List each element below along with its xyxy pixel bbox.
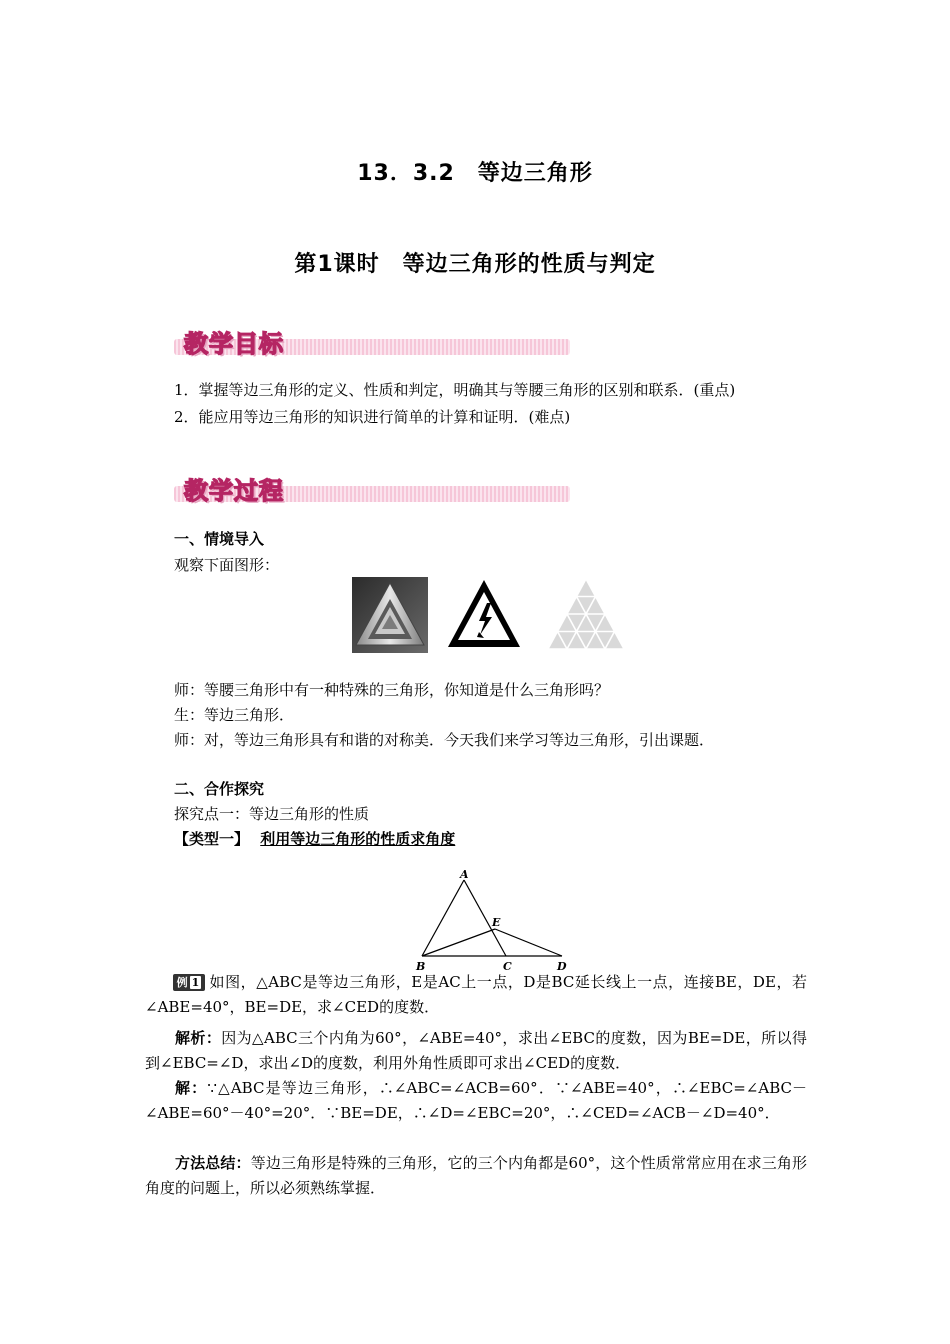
goals-banner-label: 教学目标: [184, 330, 284, 358]
label-a: A: [460, 868, 469, 881]
solution-text: ∵△ABC是等边三角形，∴∠ABC=∠ACB=60°．∵∠ABE=40°，∴∠EBC=∠ABC－∠ABE=60°－40°=20°．∵BE=DE，∴∠D=∠EBC=20°，∴∠CED=∠ACB－∠D=40°．: [145, 1079, 807, 1122]
type-tag: 【类型一】: [174, 830, 250, 848]
part1-heading: 一、情境导入: [174, 530, 265, 548]
warning-triangle-photo: [352, 577, 428, 653]
triangle-grid-icon: [546, 577, 622, 653]
explore-point-1: 探究点一：等边三角形的性质: [174, 805, 370, 823]
section-title: 13．3.2 等边三角形: [357, 161, 593, 186]
example-analysis: [145, 1026, 807, 1076]
lesson-title: 第1课时 等边三角形的性质与判定: [294, 252, 656, 277]
example-badge: 例 1: [173, 974, 205, 991]
process-banner-label: 教学过程: [184, 477, 284, 505]
geometry-figure: [408, 868, 578, 978]
dialogue-student: 生：等边三角形．: [174, 706, 295, 724]
analysis-text: 因为△ABC三个内角为60°，∠ABE=40°，求出∠EBC的度数，因为BE=DE，所以得到∠EBC=∠D，求出∠D的度数，利用外角性质即可求出∠CED的度数．: [145, 1029, 807, 1072]
type-heading: [174, 828, 455, 850]
example-problem-text: 如图，△ABC是等边三角形，E是AC上一点，D是BC延长线上一点，连接BE，DE，若∠ABE=40°，BE=DE，求∠CED的度数．: [145, 973, 807, 1016]
type-title: 利用等边三角形的性质求角度: [260, 830, 456, 848]
label-c: C: [503, 960, 512, 973]
label-d: D: [557, 960, 567, 973]
summary-text: 等边三角形是特殊的三角形，它的三个内角都是60°，这个性质常常应用在求三角形角度的问题上，所以必须熟练掌握．: [145, 1154, 807, 1197]
summary-label: 方法总结：: [175, 1154, 251, 1172]
label-b: B: [416, 960, 426, 973]
segment-be: [422, 929, 495, 956]
dialogue-teacher-1: 师：等腰三角形中有一种特殊的三角形，你知道是什么三角形吗？: [174, 681, 610, 699]
goal-item-2: 2．能应用等边三角形的知识进行简单的计算和证明．(难点): [174, 408, 571, 426]
side-ab: [422, 880, 464, 956]
method-summary: [145, 1151, 807, 1201]
label-e: E: [492, 916, 501, 929]
high-voltage-sign-icon: [446, 577, 522, 653]
analysis-label: 解析：: [175, 1029, 222, 1047]
process-banner: [174, 473, 570, 509]
goal-item-1: 1．掌握等边三角形的定义、性质和判定，明确其与等腰三角形的区别和联系．(重点): [174, 381, 736, 399]
example-problem: [145, 970, 807, 1020]
segment-de: [495, 929, 562, 956]
goals-banner: [174, 326, 570, 362]
part2-heading: 二、合作探究: [174, 780, 265, 798]
example-solution: [145, 1076, 807, 1126]
solution-label: 解：: [175, 1079, 208, 1097]
observe-text: 观察下面图形：: [174, 556, 280, 574]
dialogue-teacher-2: 师：对，等边三角形具有和谐的对称美．今天我们来学习等边三角形，引出课题．: [174, 731, 715, 749]
